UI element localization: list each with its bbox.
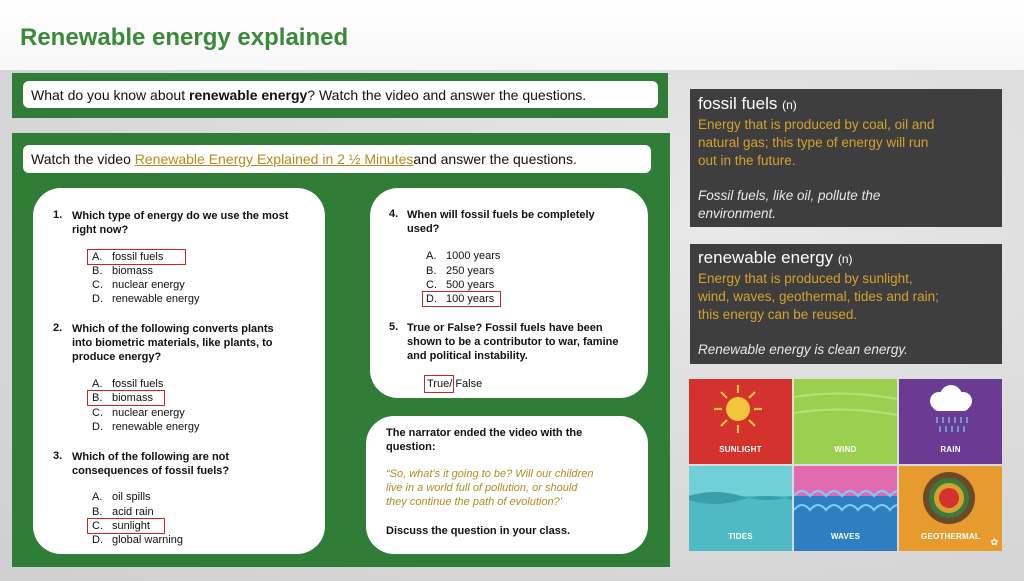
selected-answer-highlight [424, 375, 454, 393]
option-text: 250 years [446, 265, 495, 277]
question-2-line: produce energy? [72, 351, 162, 363]
tile-label: WIND [834, 445, 857, 454]
page-title: Renewable energy explained [20, 24, 349, 51]
selected-answer-highlight [87, 518, 165, 534]
glossary-example [698, 341, 908, 359]
watch-instruction [23, 145, 651, 173]
option-text: 100 years [446, 293, 495, 305]
question-5-line: True or False? Fossil fuels have been [407, 322, 603, 334]
option-text: sunlight [112, 520, 150, 532]
option-text: 1000 years [446, 250, 501, 262]
question-1-option-b[interactable] [92, 264, 153, 278]
option-letter: A. [92, 491, 103, 503]
watch-suffix: and answer the questions. [413, 151, 577, 167]
option-letter: D. [92, 421, 103, 433]
questions-card-left [33, 188, 325, 554]
watch-prefix: Watch the video [31, 151, 131, 167]
question-2-option-c[interactable] [92, 406, 185, 420]
option-letter: C. [92, 407, 103, 419]
tile-geothermal [899, 466, 1002, 551]
option-text: 500 years [446, 279, 495, 291]
question-3-option-d[interactable] [92, 533, 183, 547]
option-letter: C. [426, 279, 437, 291]
option-text: oil spills [112, 491, 151, 503]
question-4-option-a[interactable] [426, 249, 500, 263]
tile-tides [689, 466, 792, 551]
option-letter: D. [426, 293, 437, 305]
intro-bold: renewable energy [189, 86, 308, 103]
question-4-text [407, 208, 595, 236]
option-letter: A. [92, 251, 103, 263]
glossary-example [698, 187, 880, 223]
option-text: biomass [112, 265, 153, 277]
definition-line: wind, waves, geothermal, tides and rain; [698, 289, 939, 304]
narrator-card [366, 416, 648, 554]
discussion-prompt: Discuss the question in your class. [386, 525, 570, 537]
narrator-quote-line: live in a world full of pollution, or should [386, 482, 578, 494]
narrator-lead-line: question: [386, 441, 436, 453]
question-4-line: used? [407, 223, 440, 235]
selected-answer-highlight [87, 390, 165, 406]
option-text: global warning [112, 534, 183, 546]
option-text: renewable energy [112, 293, 200, 305]
question-5-line: and political instability. [407, 350, 528, 362]
question-3-line: consequences of fossil fuels? [72, 465, 230, 477]
question-4-number: 4. [389, 208, 399, 220]
question-3-option-a[interactable] [92, 490, 151, 504]
term-text: fossil fuels [698, 94, 778, 113]
question-1-option-d[interactable] [92, 292, 199, 306]
question-5-number: 5. [389, 321, 399, 333]
glossary-definition [698, 116, 934, 170]
option-letter: C. [92, 279, 103, 291]
tile-label: RAIN [940, 445, 961, 454]
option-text: nuclear energy [112, 279, 185, 291]
narrator-lead [386, 426, 582, 454]
option-letter: B. [92, 506, 103, 518]
definition-line: natural gas; this type of energy will run [698, 135, 929, 150]
option-text: fossil fuels [112, 378, 164, 390]
glossary-fossil-fuels [690, 89, 1002, 227]
option-letter: D. [92, 293, 103, 305]
question-3-number: 3. [53, 450, 63, 462]
question-5-text [407, 321, 618, 363]
example-line: Fossil fuels, like oil, pollute the [698, 188, 881, 203]
glossary-term [698, 94, 797, 114]
option-text: renewable energy [112, 421, 200, 433]
question-1-text [72, 209, 288, 237]
tile-rain [899, 379, 1002, 464]
definition-line: this energy can be reused. [698, 307, 858, 322]
definition-line: Energy that is produced by coal, oil and [698, 117, 935, 132]
narrator-quote-line: “So, what's it going to be? Will our children [386, 468, 594, 480]
answer-false[interactable]: / False [449, 378, 483, 390]
question-2-line: into biometric materials, like plants, to [72, 337, 273, 349]
question-1-number: 1. [53, 209, 63, 221]
tile-label: TIDES [728, 532, 753, 541]
tile-label: GEOTHERMAL [921, 532, 980, 541]
option-letter: A. [92, 378, 103, 390]
option-text: acid rain [112, 506, 154, 518]
question-3-line: Which of the following are not [72, 451, 230, 463]
intro-instruction [23, 81, 658, 108]
part-of-speech: (n) [837, 252, 853, 266]
option-letter: B. [426, 265, 437, 277]
energy-types-grid [689, 379, 1003, 553]
intro-prefix: What do you know about [31, 86, 186, 103]
tile-label: WAVES [830, 532, 861, 541]
question-2-text [72, 322, 274, 364]
narrator-lead-line: The narrator ended the video with the [386, 427, 583, 439]
questions-card-right [370, 188, 648, 398]
question-1-option-c[interactable] [92, 278, 185, 292]
video-link[interactable]: Renewable Energy Explained in 2 ½ Minutes [134, 151, 414, 167]
question-2-number: 2. [53, 322, 63, 334]
question-2-option-a[interactable] [92, 377, 163, 391]
publisher-logo-icon: ✿ [990, 537, 998, 547]
glossary-renewable-energy [690, 244, 1002, 364]
option-letter: A. [426, 250, 437, 262]
definition-line: Energy that is produced by sunlight, [698, 271, 913, 286]
glossary-term [698, 248, 853, 268]
question-4-option-c[interactable] [426, 278, 494, 292]
example-line: environment. [698, 206, 777, 221]
option-text: biomass [112, 392, 153, 404]
question-3-text [72, 450, 229, 478]
selected-answer-highlight [422, 291, 501, 307]
question-4-option-b[interactable] [426, 264, 494, 278]
tile-label: SUNLIGHT [719, 445, 762, 454]
question-1-line: Which type of energy do we use the most [72, 210, 289, 222]
narrator-quote-line: they continue the path of evolution?’ [386, 496, 563, 508]
question-4-line: When will fossil fuels be completely [407, 209, 595, 221]
selected-answer-highlight [87, 249, 186, 265]
option-letter: D. [92, 534, 103, 546]
option-letter: C. [92, 520, 103, 532]
question-2-line: Which of the following converts plants [72, 323, 274, 335]
question-3-option-b[interactable] [92, 505, 154, 519]
option-letter: B. [92, 265, 103, 277]
narrator-quote [386, 467, 593, 509]
example-line: Renewable energy is clean energy. [698, 342, 908, 357]
glossary-definition [698, 270, 939, 324]
question-2-option-d[interactable] [92, 420, 199, 434]
tile-sunlight [689, 379, 792, 464]
question-1-line: right now? [72, 224, 129, 236]
part-of-speech: (n) [782, 98, 797, 112]
option-text: fossil fuels [112, 251, 164, 263]
term-text: renewable energy [698, 248, 834, 267]
option-letter: B. [92, 392, 103, 404]
tile-wind [794, 379, 897, 464]
definition-line: out in the future. [698, 153, 796, 168]
intro-suffix: ? Watch the video and answer the questions. [307, 86, 587, 103]
tile-waves [794, 466, 897, 551]
option-text: nuclear energy [112, 407, 185, 419]
answer-true[interactable]: True [427, 378, 450, 390]
question-5-line: shown to be a contributor to war, famine [407, 336, 619, 348]
